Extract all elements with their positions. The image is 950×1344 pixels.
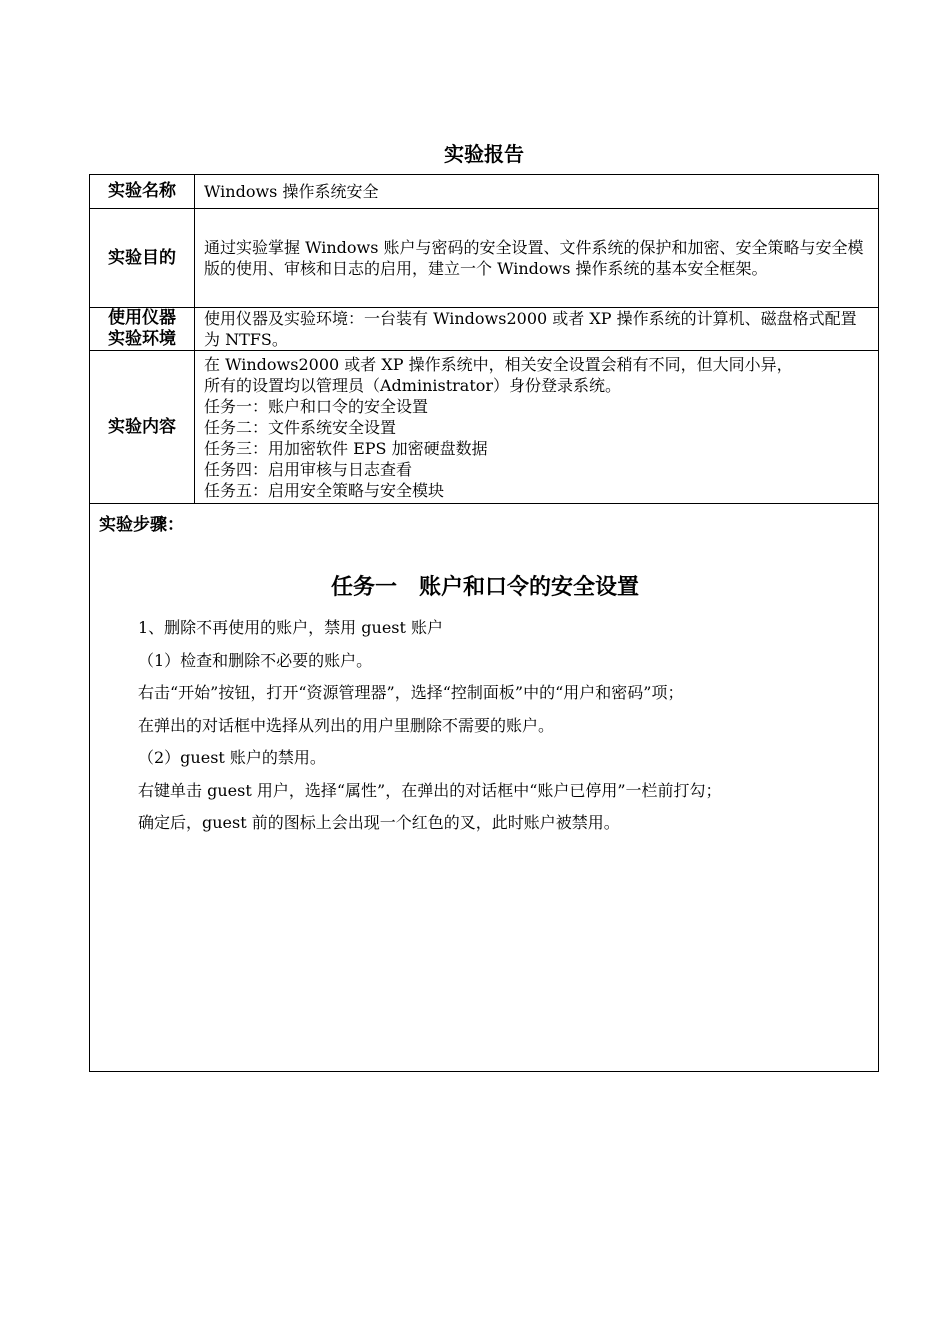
task1-heading: 任务一 账户和口令的安全设置 bbox=[330, 575, 639, 600]
experiment-content-label: 实验内容 bbox=[90, 351, 195, 504]
task1-paragraph: 确定后，guest 前的图标上会出现一个红色的叉，此时账户被禁用。 bbox=[138, 813, 620, 832]
content-line: 任务四：启用审核与日志查看 bbox=[204, 459, 413, 479]
content-line: 任务三：用加密软件 EPS 加密硬盘数据 bbox=[204, 438, 488, 458]
equipment-value: 使用仪器及实验环境：一台装有 Windows2000 或者 XP 操作系统的计算机、磁盘格式配置为 NTFS。 bbox=[195, 308, 879, 351]
experiment-name-label: 实验名称 bbox=[90, 175, 195, 209]
experiment-purpose-value: 通过实验掌握 Windows 账户与密码的安全设置、文件系统的保护和加密、安全策略与安全模版的使用、审核和日志的启用，建立一个 Windows 操作系统的基本安全框架。 bbox=[195, 209, 879, 308]
experiment-name-value: Windows 操作系统安全 bbox=[195, 175, 879, 209]
row-experiment-name bbox=[90, 175, 879, 209]
equipment-label bbox=[90, 308, 195, 351]
report-table bbox=[89, 174, 879, 1072]
content-line: 任务二：文件系统安全设置 bbox=[204, 417, 397, 437]
experiment-purpose-label: 实验目的 bbox=[90, 209, 195, 308]
experiment-steps-cell bbox=[90, 504, 879, 1072]
task1-paragraph: （2）guest 账户的禁用。 bbox=[138, 748, 326, 767]
content-line: 任务五：启用安全策略与安全模块 bbox=[204, 480, 445, 500]
task1-body bbox=[138, 612, 868, 840]
row-experiment-purpose bbox=[90, 209, 879, 308]
task1-paragraph: 右击“开始”按钮，打开“资源管理器”，选择“控制面板”中的“用户和密码”项； bbox=[138, 683, 684, 702]
experiment-steps-label: 实验步骤： bbox=[99, 515, 184, 535]
content-line: 所有的设置均以管理员（Administrator）身份登录系统。 bbox=[204, 375, 622, 395]
experiment-content-value bbox=[195, 351, 879, 504]
task1-paragraph: （1）检查和删除不必要的账户。 bbox=[138, 650, 373, 670]
task1-paragraph: 1、删除不再使用的账户，禁用 guest 账户 bbox=[138, 618, 444, 637]
equipment-label-line1: 使用仪器 bbox=[108, 308, 176, 328]
equipment-label-line2: 实验环境 bbox=[108, 329, 176, 349]
row-experiment-steps bbox=[90, 504, 879, 1072]
row-experiment-content bbox=[90, 351, 879, 504]
report-title: 实验报告 bbox=[444, 142, 524, 166]
content-line: 在 Windows2000 或者 XP 操作系统中，相关安全设置会稍有不同，但大同小异， bbox=[204, 354, 793, 374]
content-line: 任务一：账户和口令的安全设置 bbox=[204, 396, 429, 416]
task1-paragraph: 在弹出的对话框中选择从列出的用户里删除不需要的账户。 bbox=[138, 715, 555, 735]
row-equipment bbox=[90, 308, 879, 351]
task1-paragraph: 右键单击 guest 用户，选择“属性”，在弹出的对话框中“账户已停用”一栏前打勾； bbox=[138, 780, 722, 800]
